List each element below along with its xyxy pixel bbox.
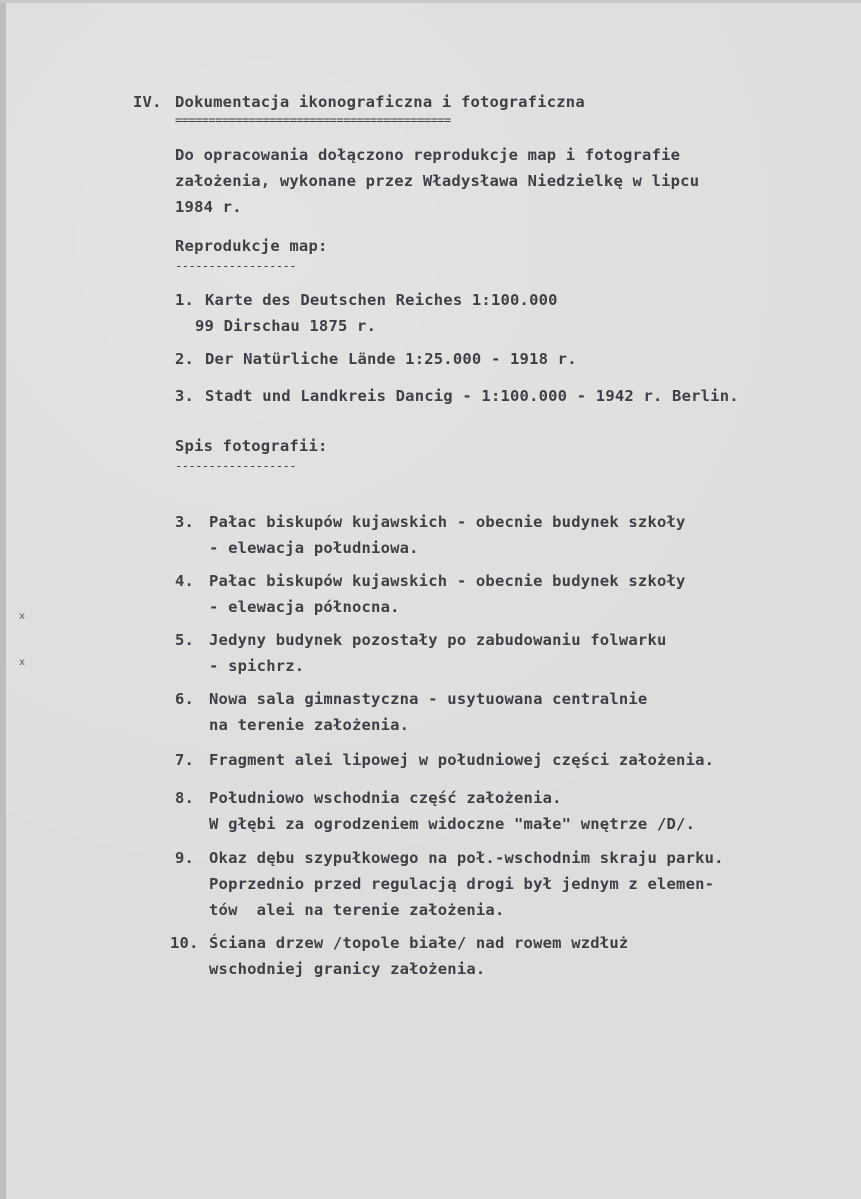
photo-item-number: 8. xyxy=(175,789,195,807)
section-number: IV. xyxy=(133,93,162,111)
photo-item-line: Nowa sala gimnastyczna - usytuowana centralnie xyxy=(209,690,648,708)
page-edge-left xyxy=(0,0,6,1199)
photo-item-number: 9. xyxy=(175,849,195,867)
photo-item-line: Okaz dębu szypułkowego na poł.-wschodnim skraju parku. xyxy=(209,849,724,867)
maps-heading-underline: ------------------ xyxy=(175,259,297,273)
photo-item-line: Pałac biskupów kujawskich - obecnie budynek szkoły xyxy=(209,572,686,590)
photo-item-line: Fragment alei lipowej w południowej części założenia. xyxy=(209,751,715,769)
photo-item-number: 4. xyxy=(175,572,195,590)
photos-heading: Spis fotografii: xyxy=(175,437,328,455)
photos-heading-underline: ------------------ xyxy=(175,459,297,473)
photo-item-line: Jedyny budynek pozostały po zabudowaniu folwarku xyxy=(209,631,667,649)
section-title-underline: ========================================= xyxy=(175,113,451,127)
photo-item-line: - elewacja południowa. xyxy=(209,539,419,557)
photo-item-line: na terenie założenia. xyxy=(209,716,410,734)
map-item-line: 99 Dirschau 1875 r. xyxy=(195,317,377,335)
map-item-line: Karte des Deutschen Reiches 1:100.000 xyxy=(205,291,558,309)
photo-item-number: 10. xyxy=(170,934,199,952)
map-item-line: Der Natürliche Lände 1:25.000 - 1918 r. xyxy=(205,350,577,368)
photo-item-line: Ściana drzew /topole białe/ nad rowem wzdłuż xyxy=(209,934,629,952)
intro-line-3: 1984 r. xyxy=(175,198,242,216)
photo-item-number: 3. xyxy=(175,513,195,531)
section-title: Dokumentacja ikonograficzna i fotograficzna xyxy=(175,93,585,111)
margin-mark: x xyxy=(19,657,26,668)
map-item-number: 3. xyxy=(175,387,195,405)
map-item-line: Stadt und Landkreis Dancig - 1:100.000 - 1942 r. Berlin. xyxy=(205,387,739,405)
photo-item-line: tów alei na terenie założenia. xyxy=(209,901,505,919)
photo-item-line: Poprzednio przed regulacją drogi był jednym z elemen- xyxy=(209,875,715,893)
photo-item-line: Południowo wschodnia część założenia. xyxy=(209,789,562,807)
photo-item-line: wschodniej granicy założenia. xyxy=(209,960,486,978)
photo-item-number: 5. xyxy=(175,631,195,649)
maps-heading: Reprodukcje map: xyxy=(175,237,328,255)
photo-item-line: - elewacja północna. xyxy=(209,598,400,616)
page-edge-top xyxy=(0,0,861,3)
photo-item-line: - spichrz. xyxy=(209,657,305,675)
intro-line-1: Do opracowania dołączono reprodukcje map i fotografie xyxy=(175,146,681,164)
map-item-number: 1. xyxy=(175,291,195,309)
photo-item-number: 6. xyxy=(175,690,195,708)
photo-item-line: W głębi za ogrodzeniem widoczne "małe" wnętrze /D/. xyxy=(209,815,696,833)
photo-item-number: 7. xyxy=(175,751,195,769)
intro-line-2: założenia, wykonane przez Władysława Niedzielkę w lipcu xyxy=(175,172,700,190)
map-item-number: 2. xyxy=(175,350,195,368)
photo-item-line: Pałac biskupów kujawskich - obecnie budynek szkoły xyxy=(209,513,686,531)
margin-mark: x xyxy=(19,611,26,622)
